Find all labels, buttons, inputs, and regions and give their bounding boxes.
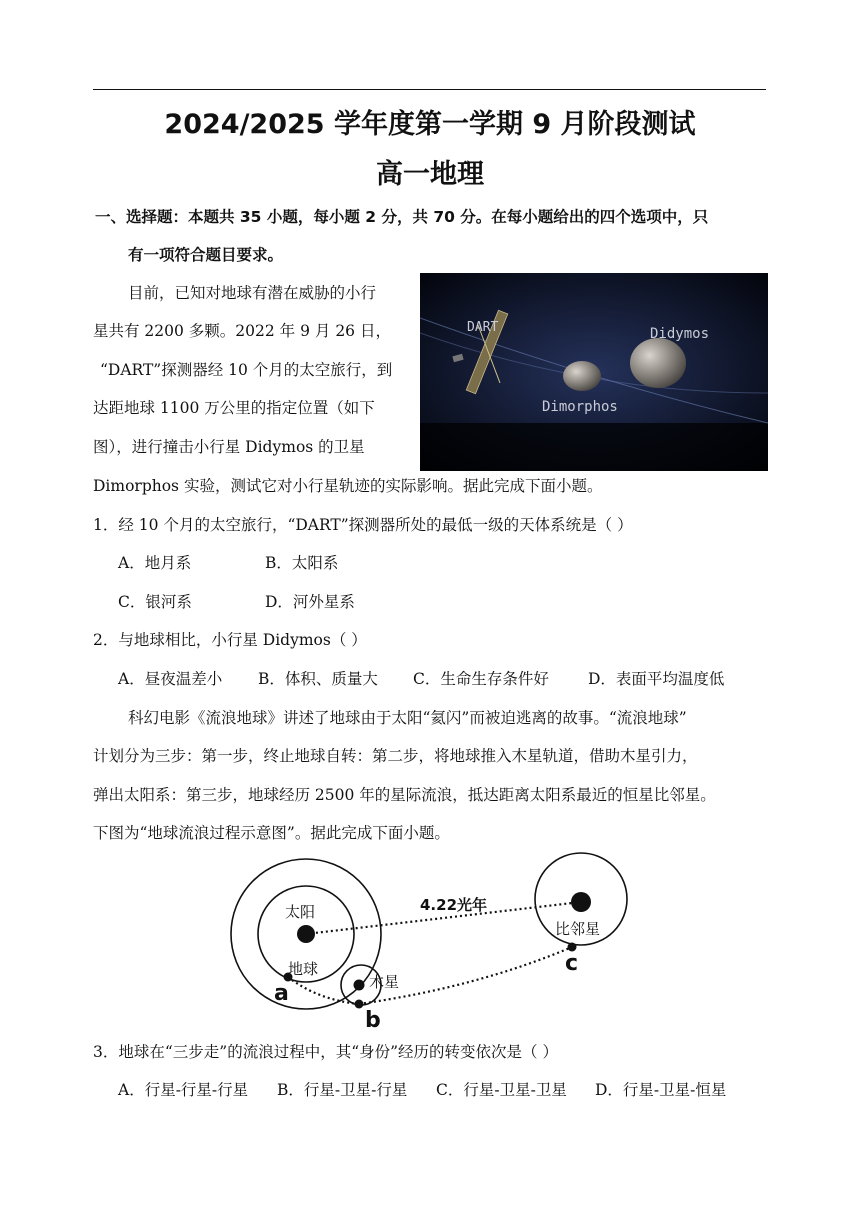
dart-mission-image <box>420 273 768 471</box>
didymos-asteroid <box>630 338 686 388</box>
q2-stem: 2．与地球相比，小行星 Didymos（ ） <box>93 631 367 649</box>
exam-subject: 高一地理 <box>376 159 484 190</box>
q3-stem: 3．地球在“三步走”的流浪过程中，其“身份”经历的转变依次是（ ） <box>93 1043 558 1061</box>
q1-option-c[interactable]: C．银河系 <box>118 593 192 611</box>
passage2-line: 计划分为三步：第一步，终止地球自转：第二步，将地球推入木星轨道，借助木星引力， <box>93 747 698 765</box>
sun-dot <box>297 925 315 943</box>
q1-option-b[interactable]: B．太阳系 <box>265 554 339 572</box>
proxima-dot <box>571 892 591 912</box>
point-b-dot <box>355 1000 364 1009</box>
passage1-line: “DART”探测器经 10 个月的太空旅行，到 <box>100 361 393 379</box>
q2-option-c[interactable]: C．生命生存条件好 <box>413 670 549 688</box>
point-a-label: a <box>274 981 289 1006</box>
exam-title: 2024/2025 学年度第一学期 9 月阶段测试 <box>164 109 696 140</box>
q2-option-d[interactable]: D．表面平均温度低 <box>588 670 725 688</box>
earth-wandering-diagram <box>228 852 638 1032</box>
passage1-line: 目前，已知对地球有潜在威胁的小行 <box>128 284 377 302</box>
earth-label: 地球 <box>288 960 319 978</box>
section-heading-cont: 有一项符合题目要求。 <box>128 246 284 264</box>
sun-label: 太阳 <box>285 903 316 921</box>
didymos-label: Didymos <box>650 326 710 342</box>
passage1-line: 图），进行撞击小行星 Didymos 的卫星 <box>93 438 365 456</box>
dimorphos-asteroid <box>563 361 601 391</box>
q3-option-a[interactable]: A．行星-行星-行星 <box>118 1081 249 1099</box>
passage1-line: 达距地球 1100 万公里的指定位置（如下 <box>93 399 375 417</box>
q3-option-b[interactable]: B．行星-卫星-行星 <box>277 1081 408 1099</box>
q3-option-d[interactable]: D．行星-卫星-恒星 <box>595 1081 727 1099</box>
dimorphos-label: Dimorphos <box>542 399 618 415</box>
q1-stem: 1．经 10 个月的太空旅行，“DART”探测器所处的最低一级的天体系统是（ ） <box>93 516 633 534</box>
passage2-line: 弹出太阳系：第三步，地球经历 2500 年的星际流浪，抵达距离太阳系最近的恒星比邻星。 <box>93 786 716 804</box>
section-heading: 一、选择题：本题共 35 小题，每小题 2 分，共 70 分。在每小题给出的四个选项中，只 <box>95 208 709 226</box>
point-c-label: c <box>565 951 579 976</box>
jupiter-label: 木星 <box>369 973 400 991</box>
passage2-line: 科幻电影《流浪地球》讲述了地球由于太阳“氦闪”而被迫逃离的故事。“流浪地球” <box>128 709 687 727</box>
passage1-line: Dimorphos 实验，测试它对小行星轨迹的实际影响。据此完成下面小题。 <box>93 477 603 495</box>
q1-option-d[interactable]: D．河外星系 <box>265 593 355 611</box>
q2-option-b[interactable]: B．体积、质量大 <box>258 670 378 688</box>
dart-label: DART <box>467 320 499 335</box>
passage1-line: 星共有 2200 多颗。2022 年 9 月 26 日， <box>93 322 391 340</box>
q3-option-c[interactable]: C．行星-卫星-卫星 <box>436 1081 567 1099</box>
proxima-label: 比邻星 <box>555 920 601 938</box>
q1-option-a[interactable]: A．地月系 <box>118 554 192 572</box>
q2-option-a[interactable]: A．昼夜温差小 <box>118 670 223 688</box>
header-rule <box>93 89 766 90</box>
point-b-label: b <box>365 1008 381 1032</box>
distance-label: 4.22光年 <box>420 896 488 914</box>
passage2-line: 下图为“地球流浪过程示意图”。据此完成下面小题。 <box>93 824 450 842</box>
jupiter-dot <box>354 980 365 991</box>
